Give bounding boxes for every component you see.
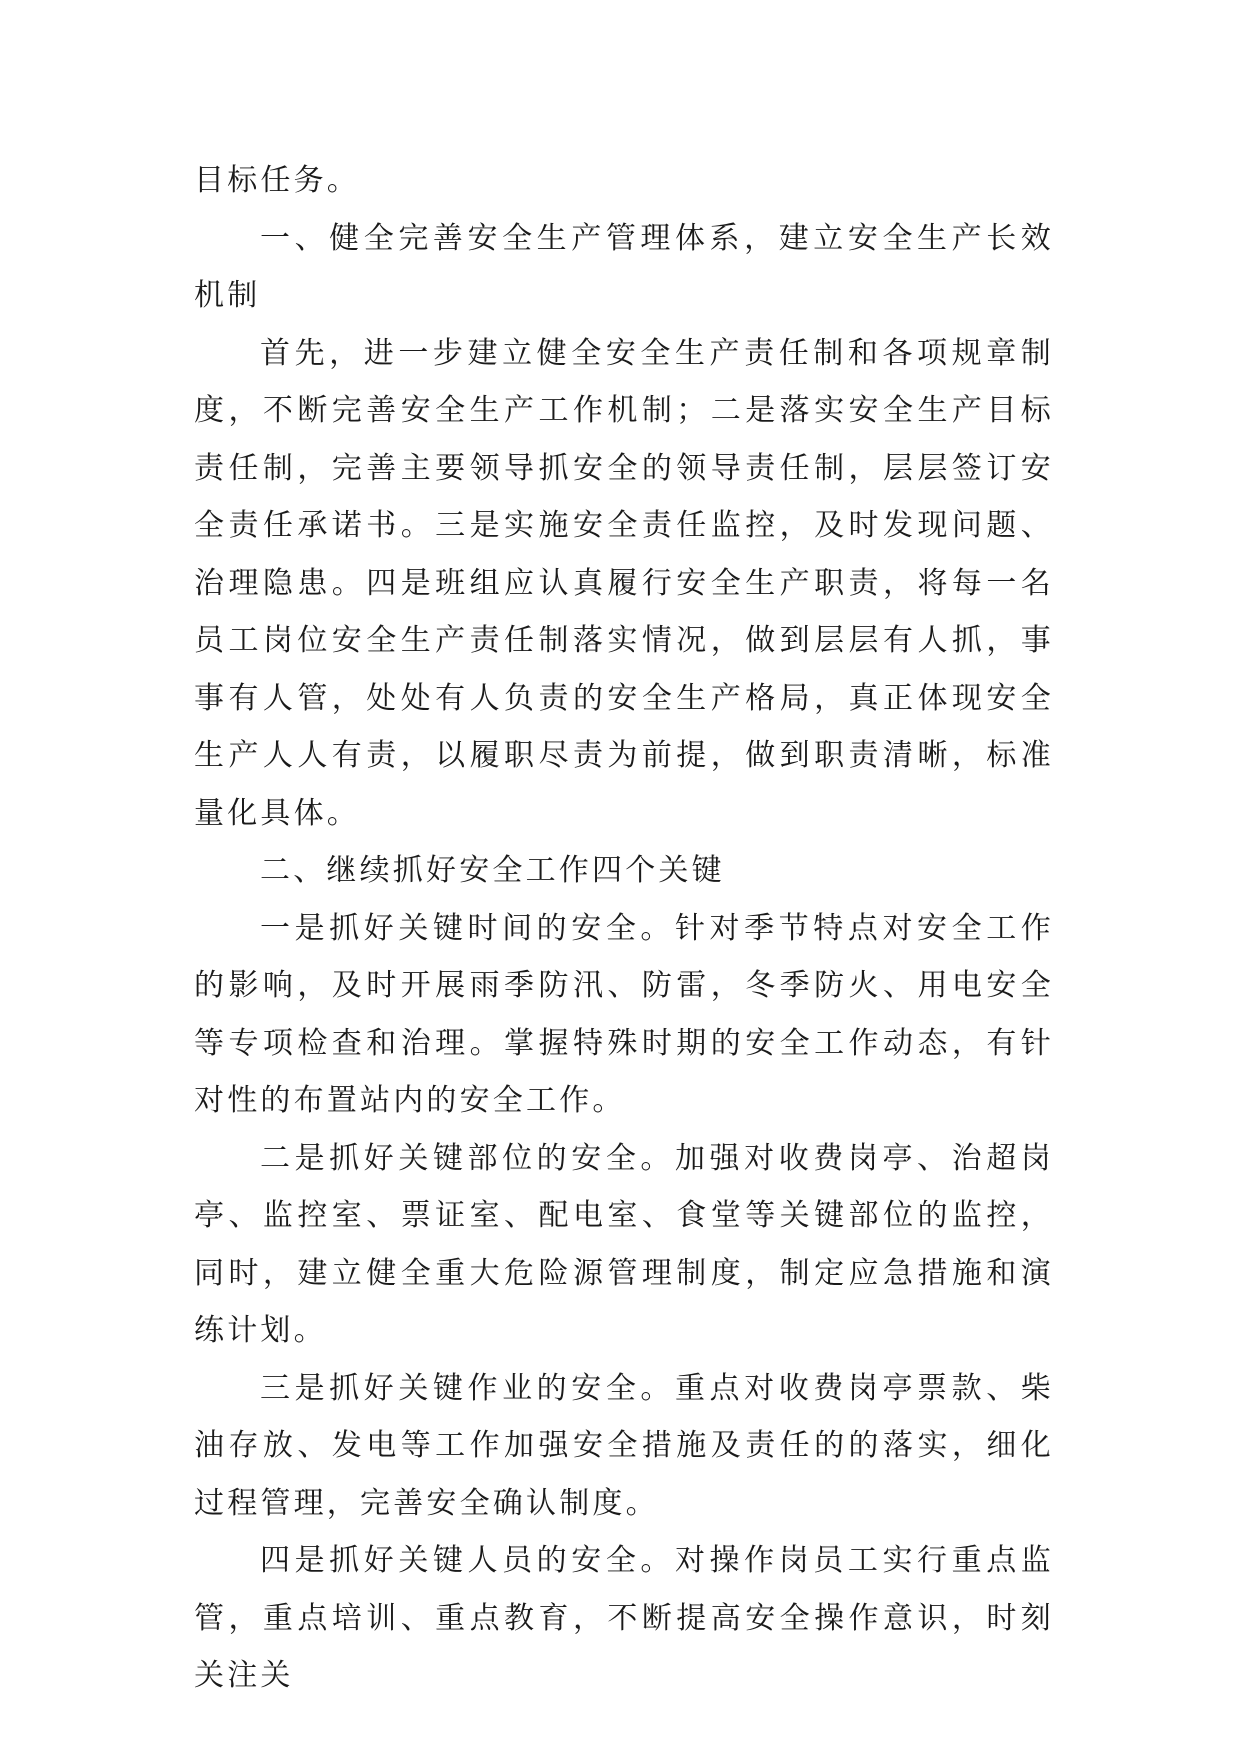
- document-body: [194, 152, 1054, 1705]
- paragraph-continuation: 目标任务。: [194, 163, 360, 198]
- paragraph-responsibility-system: 首先，进一步建立健全安全生产责任制和各项规章制度，不断完善安全生产工作机制；二是落实安全生产目标责任制，完善主要领导抓安全的领导责任制，层层签订安全责任承诺书。三是实施安全责任监控，及时发现问题、治理隐患。四是班组应认真履行安全生产职责，将每一名员工岗位安全生产责任制落实情况，做到层层有人抓，事事有人管，处处有人负责的安全生产格局，真正体现安全生产人人有责，以履职尽责为前提，做到职责清晰，标准量化具体。: [194, 335, 1054, 831]
- paragraph-key-location: 二是抓好关键部位的安全。加强对收费岗亭、治超岗亭、监控室、票证室、配电室、食堂等关键部位的监控，同时，建立健全重大危险源管理制度，制定应急措施和演练计划。: [194, 1140, 1054, 1348]
- section-heading-1: 一、健全完善安全生产管理体系，建立安全生产长效机制: [194, 220, 1054, 313]
- paragraph-key-time: 一是抓好关键时间的安全。针对季节特点对安全工作的影响，及时开展雨季防汛、防雷，冬季防火、用电安全等专项检查和治理。掌握特殊时期的安全工作动态，有针对性的布置站内的安全工作。: [194, 910, 1054, 1118]
- paragraph-key-personnel: 四是抓好关键人员的安全。对操作岗员工实行重点监管，重点培训、重点教育，不断提高安全操作意识，时刻关注关: [194, 1543, 1054, 1693]
- paragraph-key-operation: 三是抓好关键作业的安全。重点对收费岗亭票款、柴油存放、发电等工作加强安全措施及责任的的落实，细化过程管理，完善安全确认制度。: [194, 1370, 1054, 1521]
- section-heading-2: 二、继续抓好安全工作四个关键: [260, 853, 725, 888]
